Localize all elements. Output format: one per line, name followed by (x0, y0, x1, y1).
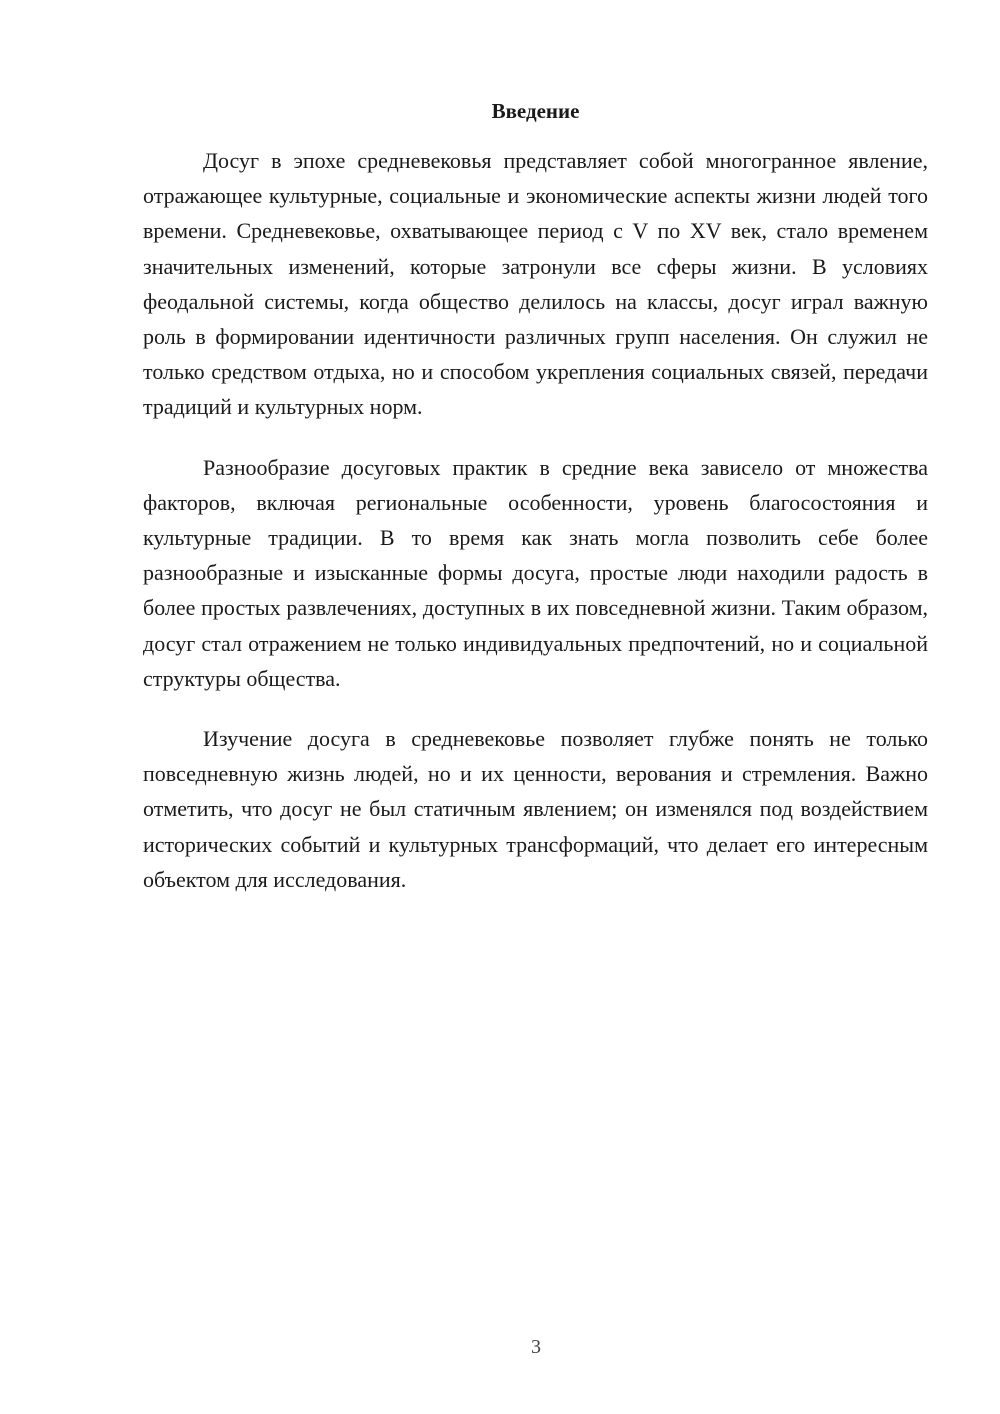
body-text (143, 143, 928, 922)
paragraph-2: Разнообразие досуговых практик в средние века зависело от множества факторов, включая региональные особенности, уровень благосостояния и культурные традиции. В то время как знать могла позволить себе более разнообразные и изысканные формы досуга, простые люди находили радость в более простых развлечениях, доступных в их повседневной жизни. Таким образом, досуг стал отражением не только индивидуальных предпочтений, но и социальной структуры общества. (143, 454, 928, 691)
paragraph-3: Изучение досуга в средневековье позволяет глубже понять не только повседневную жизнь людей, но и их ценности, верования и стремления. Важно отметить, что досуг не был статичным явлением; он изменялся под воздействием исторических событий и культурных трансформаций, что делает его интересным объектом для исследования. (143, 726, 928, 892)
paragraph-1: Досуг в эпохе средневековья представляет собой многогранное явление, отражающее культурные, социальные и экономические аспекты жизни людей того времени. Средневековье, охватывающее период с V по XV век, стало временем значительных изменений, которые затронули все сферы жизни. В условиях феодальной системы, когда общество делилось на классы, досуг играл важную роль в формировании идентичности различных групп населения. Он служил не только средством отдыха, но и способом укрепления социальных связей, передачи традиций и культурных норм. (143, 148, 928, 420)
page-number: 3 (531, 1336, 541, 1358)
section-heading: Введение (491, 99, 580, 123)
